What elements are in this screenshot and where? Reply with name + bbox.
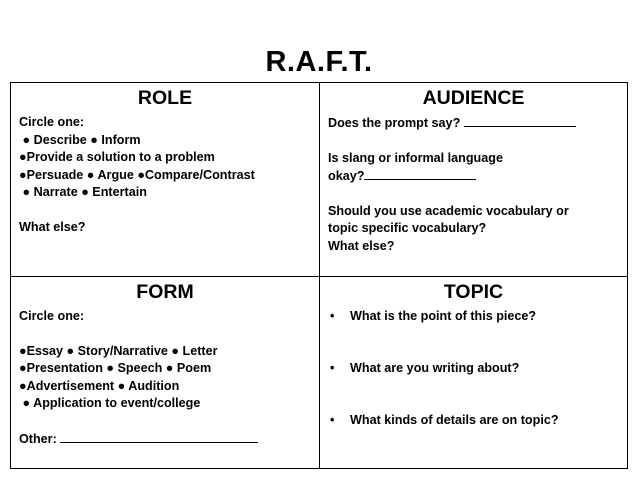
bullet-icon: • [330, 309, 335, 323]
audience-q2-line1: Is slang or informal language [328, 150, 503, 165]
spacer [328, 186, 619, 203]
role-what-else: What else? [19, 219, 86, 234]
spacer [328, 325, 619, 360]
audience-question-slang [328, 167, 619, 186]
form-option-line: ● Application to event/college [19, 396, 201, 410]
topic-item [328, 360, 619, 377]
audience-cell [320, 83, 627, 276]
topic-item-text: What is the point of this piece? [350, 309, 537, 323]
form-cell [11, 277, 319, 468]
topic-list [328, 308, 619, 429]
role-option-line: ●Provide a solution to a problem [19, 150, 215, 164]
page-title: R.A.F.T. [265, 46, 373, 78]
answer-blank[interactable] [464, 114, 576, 127]
audience-q2-text: okay? [328, 169, 365, 183]
audience-q3-line1: Should you use academic vocabulary or [328, 203, 569, 218]
form-other-label: Other: [19, 431, 57, 446]
spacer [328, 133, 619, 150]
role-option-line: ● Describe ● Inform [19, 132, 141, 147]
role-option-line: ●Persuade ● Argue ●Compare/Contrast [19, 167, 255, 182]
topic-heading: TOPIC [443, 281, 504, 303]
answer-blank[interactable] [364, 167, 476, 180]
topic-item-text: What are you writing about? [350, 361, 520, 375]
role-cell [11, 83, 319, 276]
audience-question-prompt [328, 114, 619, 133]
topic-item [328, 412, 619, 429]
spacer [19, 202, 311, 219]
bullet-icon: • [330, 361, 335, 375]
spacer [328, 377, 619, 412]
audience-what-else: What else? [328, 238, 395, 253]
role-heading: ROLE [137, 87, 193, 109]
raft-table [10, 82, 628, 469]
spacer [19, 413, 311, 430]
topic-item [328, 308, 619, 325]
audience-q3-line2: topic specific vocabulary? [328, 221, 487, 235]
form-heading: FORM [136, 281, 194, 303]
answer-blank[interactable] [60, 430, 258, 443]
form-option-line: ●Essay ● Story/Narrative ● Letter [19, 343, 218, 358]
role-option-line: ● Narrate ● Entertain [19, 185, 147, 199]
audience-heading: AUDIENCE [422, 87, 525, 109]
form-circle-one: Circle one: [19, 309, 85, 323]
form-option-line: ●Advertisement ● Audition [19, 378, 180, 393]
bullet-icon: • [330, 413, 335, 427]
form-option-line: ●Presentation ● Speech ● Poem [19, 361, 212, 375]
spacer [19, 326, 311, 343]
topic-cell [320, 277, 627, 468]
form-other [19, 430, 311, 449]
topic-item-text: What kinds of details are on topic? [350, 413, 559, 427]
audience-q1-text: Does the prompt say? [328, 116, 461, 130]
role-circle-one: Circle one: [19, 115, 85, 129]
